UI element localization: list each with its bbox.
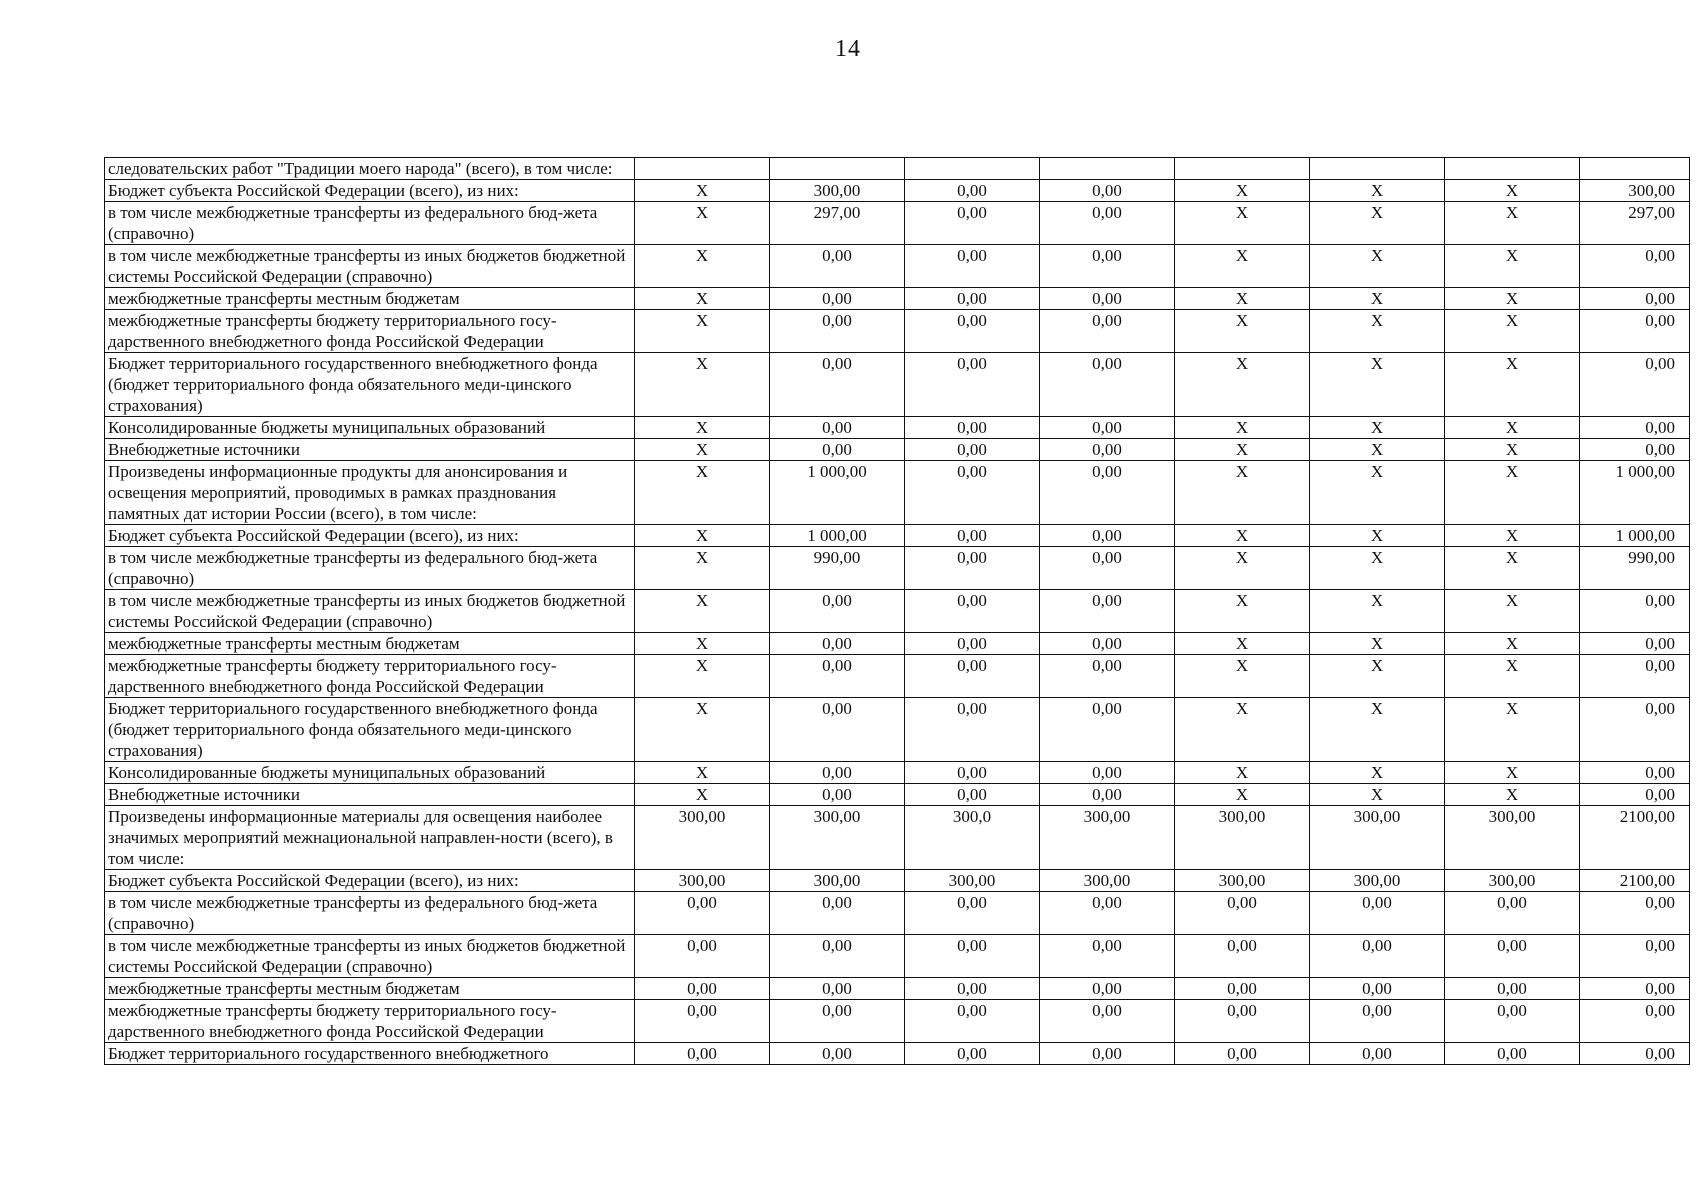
row-label: в том числе межбюджетные трансферты из иных бюджетов бюджетной системы Российской Федерации (справочно) xyxy=(105,935,635,978)
table-cell: X xyxy=(1310,202,1445,245)
table-cell: 300,00 xyxy=(905,870,1040,892)
table-cell: X xyxy=(635,288,770,310)
table-cell: 0,00 xyxy=(1040,310,1175,353)
table-cell: X xyxy=(1310,547,1445,590)
row-label: Бюджет субъекта Российской Федерации (всего), из них: xyxy=(105,525,635,547)
table-cell: 1 000,00 xyxy=(1580,461,1690,525)
table-row xyxy=(105,978,1690,1000)
row-label: межбюджетные трансферты местным бюджетам xyxy=(105,288,635,310)
table-cell: X xyxy=(635,655,770,698)
table-row xyxy=(105,784,1690,806)
row-label: Произведены информационные продукты для анонсирования и освещения мероприятий, проводимых в рамках празднования памятных дат истории России (всего), в том числе: xyxy=(105,461,635,525)
table-cell: 0,00 xyxy=(1310,1043,1445,1065)
table-cell: 0,00 xyxy=(1040,633,1175,655)
table-cell: 0,00 xyxy=(1175,892,1310,935)
table-cell: 300,00 xyxy=(1175,806,1310,870)
table-cell: X xyxy=(1175,633,1310,655)
table-cell: 0,00 xyxy=(905,978,1040,1000)
table-cell: 0,00 xyxy=(1040,547,1175,590)
table-cell: X xyxy=(1310,353,1445,417)
table-cell: 300,00 xyxy=(1310,870,1445,892)
table-cell: 0,00 xyxy=(905,762,1040,784)
table-cell: 1 000,00 xyxy=(770,461,905,525)
table-cell: 0,00 xyxy=(1040,1043,1175,1065)
row-label: межбюджетные трансферты местным бюджетам xyxy=(105,978,635,1000)
table-cell: 300,00 xyxy=(770,806,905,870)
table-cell: 0,00 xyxy=(905,892,1040,935)
table-row xyxy=(105,806,1690,870)
table-cell: 0,00 xyxy=(770,1043,905,1065)
table-cell: 1 000,00 xyxy=(1580,525,1690,547)
table-cell: 0,00 xyxy=(635,1043,770,1065)
table-row xyxy=(105,439,1690,461)
row-label: Внебюджетные источники xyxy=(105,439,635,461)
table-row xyxy=(105,310,1690,353)
table-cell: 300,00 xyxy=(1310,806,1445,870)
table-row xyxy=(105,633,1690,655)
table-cell: 0,00 xyxy=(1175,935,1310,978)
table-cell: 0,00 xyxy=(905,180,1040,202)
table-cell: X xyxy=(1445,547,1580,590)
table-cell: 0,00 xyxy=(1310,1000,1445,1043)
table-cell: 0,00 xyxy=(1040,935,1175,978)
table-cell: 0,00 xyxy=(1580,1000,1690,1043)
table-cell: 0,00 xyxy=(635,1000,770,1043)
table-cell: 0,00 xyxy=(1445,892,1580,935)
table-cell: 0,00 xyxy=(1040,978,1175,1000)
table-cell: 300,00 xyxy=(1040,870,1175,892)
table-row xyxy=(105,288,1690,310)
table-cell: X xyxy=(1175,655,1310,698)
table-cell: X xyxy=(1175,417,1310,439)
table-cell: X xyxy=(1310,245,1445,288)
table-cell: X xyxy=(1445,288,1580,310)
row-label: Бюджет территориального государственного внебюджетного фонда (бюджет территориального фонда обязательного меди-цинского страхования) xyxy=(105,353,635,417)
row-label: в том числе межбюджетные трансферты из федерального бюд-жета (справочно) xyxy=(105,892,635,935)
table-cell: 0,00 xyxy=(1580,698,1690,762)
table-cell: X xyxy=(1310,784,1445,806)
table-cell: 0,00 xyxy=(905,417,1040,439)
row-label: Бюджет субъекта Российской Федерации (всего), из них: xyxy=(105,180,635,202)
table-cell: 0,00 xyxy=(905,461,1040,525)
table-cell: 0,00 xyxy=(770,935,905,978)
table-cell: X xyxy=(1310,525,1445,547)
table-cell: 0,00 xyxy=(770,439,905,461)
table-cell: 0,00 xyxy=(770,245,905,288)
table-cell: 0,00 xyxy=(1580,935,1690,978)
table-cell: 0,00 xyxy=(770,655,905,698)
table-cell: X xyxy=(635,762,770,784)
table-cell: X xyxy=(1445,784,1580,806)
table-cell: 0,00 xyxy=(1040,698,1175,762)
table-row xyxy=(105,180,1690,202)
table-cell: 990,00 xyxy=(770,547,905,590)
table-cell: X xyxy=(635,525,770,547)
table-cell: 0,00 xyxy=(905,310,1040,353)
table-cell: 300,00 xyxy=(770,180,905,202)
table-cell xyxy=(1040,158,1175,180)
table-cell: 0,00 xyxy=(1580,784,1690,806)
table-cell: 0,00 xyxy=(1040,245,1175,288)
table-cell: X xyxy=(635,245,770,288)
table-cell: 0,00 xyxy=(1040,1000,1175,1043)
table-cell: 0,00 xyxy=(770,590,905,633)
table-cell: X xyxy=(1175,461,1310,525)
table-cell: 300,00 xyxy=(1445,870,1580,892)
table-cell: 0,00 xyxy=(1040,353,1175,417)
table-cell: 0,00 xyxy=(770,698,905,762)
table-cell: 0,00 xyxy=(905,784,1040,806)
table-cell: 0,00 xyxy=(770,1000,905,1043)
table-cell: X xyxy=(1175,762,1310,784)
table-cell xyxy=(1310,158,1445,180)
row-label: Внебюджетные источники xyxy=(105,784,635,806)
table-row xyxy=(105,245,1690,288)
table-cell: X xyxy=(1445,461,1580,525)
table-cell: X xyxy=(1445,655,1580,698)
table-row xyxy=(105,870,1690,892)
table-cell: 0,00 xyxy=(905,439,1040,461)
row-label: Консолидированные бюджеты муниципальных образований xyxy=(105,417,635,439)
table-cell: X xyxy=(635,417,770,439)
table-cell: 2100,00 xyxy=(1580,806,1690,870)
table-cell: X xyxy=(635,461,770,525)
table-row xyxy=(105,892,1690,935)
table-cell: 0,00 xyxy=(1310,935,1445,978)
table-cell xyxy=(1445,158,1580,180)
table-cell: 0,00 xyxy=(1040,180,1175,202)
table-cell: X xyxy=(635,180,770,202)
table-cell: X xyxy=(635,547,770,590)
table-cell: 0,00 xyxy=(1580,439,1690,461)
table-cell: X xyxy=(1445,590,1580,633)
table-cell: 300,00 xyxy=(635,806,770,870)
table-cell: X xyxy=(1175,547,1310,590)
row-label: Бюджет территориального государственного внебюджетного фонда (бюджет территориального фонда обязательного меди-цинского страхования) xyxy=(105,698,635,762)
table-cell: 0,00 xyxy=(1445,1000,1580,1043)
table-cell: 297,00 xyxy=(770,202,905,245)
table-cell: 0,00 xyxy=(635,935,770,978)
row-label: межбюджетные трансферты бюджету территориального госу-дарственного внебюджетного фонда Российской Федерации xyxy=(105,655,635,698)
table-cell: 300,00 xyxy=(1175,870,1310,892)
table-cell: 0,00 xyxy=(1580,762,1690,784)
table-cell: X xyxy=(1310,655,1445,698)
table-cell: X xyxy=(1310,762,1445,784)
table-cell: 0,00 xyxy=(1580,590,1690,633)
table-row xyxy=(105,158,1690,180)
table-cell: 0,00 xyxy=(770,417,905,439)
table-cell: 0,00 xyxy=(1175,1043,1310,1065)
row-label: следовательских работ "Традиции моего народа" (всего), в том числе: xyxy=(105,158,635,180)
row-label: в том числе межбюджетные трансферты из иных бюджетов бюджетной системы Российской Федерации (справочно) xyxy=(105,245,635,288)
table-cell: X xyxy=(1310,288,1445,310)
table-cell: 0,00 xyxy=(635,892,770,935)
table-cell: 0,00 xyxy=(770,288,905,310)
table-cell: X xyxy=(1445,762,1580,784)
table-cell: 0,00 xyxy=(905,1043,1040,1065)
table-cell: X xyxy=(1175,202,1310,245)
table-row xyxy=(105,417,1690,439)
table-cell: 0,00 xyxy=(1580,245,1690,288)
table-cell: X xyxy=(1175,310,1310,353)
table-cell: X xyxy=(1175,245,1310,288)
table-cell xyxy=(1175,158,1310,180)
table-cell: 0,00 xyxy=(1445,935,1580,978)
table-cell: X xyxy=(1445,439,1580,461)
table-cell: X xyxy=(635,784,770,806)
table-cell: 0,00 xyxy=(1580,353,1690,417)
table-cell: 0,00 xyxy=(905,245,1040,288)
table-cell: 0,00 xyxy=(905,547,1040,590)
table-cell: 0,00 xyxy=(1040,590,1175,633)
table-cell: 0,00 xyxy=(905,655,1040,698)
table-body xyxy=(105,158,1690,1065)
table-cell: 0,00 xyxy=(905,590,1040,633)
table-cell xyxy=(770,158,905,180)
table-row xyxy=(105,655,1690,698)
table-cell: X xyxy=(1310,461,1445,525)
table-cell: X xyxy=(1175,180,1310,202)
table-cell: 0,00 xyxy=(905,202,1040,245)
table-cell: 0,00 xyxy=(905,353,1040,417)
row-label: межбюджетные трансферты бюджету территориального госу-дарственного внебюджетного фонда Российской Федерации xyxy=(105,310,635,353)
table-row xyxy=(105,461,1690,525)
table-cell: X xyxy=(635,202,770,245)
page-number: 14 xyxy=(835,36,861,62)
table-row xyxy=(105,698,1690,762)
table-cell: 300,00 xyxy=(635,870,770,892)
table-cell: X xyxy=(1445,310,1580,353)
table-cell: X xyxy=(1175,525,1310,547)
table-cell: X xyxy=(1445,633,1580,655)
table-cell: 0,00 xyxy=(1580,633,1690,655)
table-cell: 0,00 xyxy=(905,698,1040,762)
row-label: Консолидированные бюджеты муниципальных образований xyxy=(105,762,635,784)
table-cell xyxy=(1580,158,1690,180)
row-label: в том числе межбюджетные трансферты из федерального бюд-жета (справочно) xyxy=(105,547,635,590)
table-cell: X xyxy=(1445,245,1580,288)
table-cell: X xyxy=(1445,525,1580,547)
table-cell: 0,00 xyxy=(1040,461,1175,525)
table-cell: X xyxy=(1310,180,1445,202)
table-cell: X xyxy=(1310,633,1445,655)
table-cell: 0,00 xyxy=(770,784,905,806)
table-cell: 0,00 xyxy=(1175,1000,1310,1043)
budget-table xyxy=(104,157,1690,1065)
table-cell: 0,00 xyxy=(770,310,905,353)
table-cell: 300,00 xyxy=(770,870,905,892)
table-cell: 0,00 xyxy=(905,525,1040,547)
table-cell: 0,00 xyxy=(1040,762,1175,784)
table-cell: 1 000,00 xyxy=(770,525,905,547)
table-cell: X xyxy=(1310,439,1445,461)
table-cell: 0,00 xyxy=(770,892,905,935)
table-cell: 0,00 xyxy=(770,762,905,784)
table-cell: 0,00 xyxy=(635,978,770,1000)
table-cell: 0,00 xyxy=(1040,784,1175,806)
table-row xyxy=(105,590,1690,633)
table-cell: 297,00 xyxy=(1580,202,1690,245)
table-row xyxy=(105,1043,1690,1065)
table-cell: 0,00 xyxy=(905,288,1040,310)
table-cell: 0,00 xyxy=(1310,978,1445,1000)
row-label: Произведены информационные материалы для освещения наиболее значимых мероприятий межнациональной направлен-ности (всего), в том числе: xyxy=(105,806,635,870)
table-cell: 0,00 xyxy=(905,1000,1040,1043)
row-label: межбюджетные трансферты местным бюджетам xyxy=(105,633,635,655)
table-cell: 0,00 xyxy=(1040,525,1175,547)
table-cell: 0,00 xyxy=(1580,978,1690,1000)
table-cell: 300,00 xyxy=(1580,180,1690,202)
table-cell: X xyxy=(1175,288,1310,310)
table-cell: 0,00 xyxy=(1310,892,1445,935)
table-row xyxy=(105,202,1690,245)
table-cell: X xyxy=(635,353,770,417)
table-cell: 0,00 xyxy=(1040,655,1175,698)
table-cell: X xyxy=(1445,202,1580,245)
table-cell: 0,00 xyxy=(1580,892,1690,935)
table-row xyxy=(105,547,1690,590)
table-cell: X xyxy=(1175,590,1310,633)
table-cell: X xyxy=(1310,590,1445,633)
table-cell: 0,00 xyxy=(1580,655,1690,698)
table-cell: 300,00 xyxy=(1445,806,1580,870)
table-cell: X xyxy=(1310,310,1445,353)
table-row xyxy=(105,525,1690,547)
table-cell: X xyxy=(1445,698,1580,762)
table-cell: 2100,00 xyxy=(1580,870,1690,892)
table-cell xyxy=(635,158,770,180)
table-cell: 300,00 xyxy=(1040,806,1175,870)
table-cell: 0,00 xyxy=(770,978,905,1000)
table-cell: X xyxy=(1175,353,1310,417)
table-cell: X xyxy=(635,590,770,633)
table-row xyxy=(105,762,1690,784)
table-cell: 0,00 xyxy=(1445,1043,1580,1065)
table-cell: 0,00 xyxy=(905,935,1040,978)
row-label: в том числе межбюджетные трансферты из иных бюджетов бюджетной системы Российской Федерации (справочно) xyxy=(105,590,635,633)
table-cell: X xyxy=(635,633,770,655)
table-cell: 0,00 xyxy=(1040,439,1175,461)
table-row xyxy=(105,935,1690,978)
table-row xyxy=(105,353,1690,417)
table-cell: X xyxy=(1310,417,1445,439)
table-cell: X xyxy=(1445,180,1580,202)
table-cell: X xyxy=(635,439,770,461)
row-label: межбюджетные трансферты бюджету территориального госу-дарственного внебюджетного фонда Российской Федерации xyxy=(105,1000,635,1043)
table-cell: X xyxy=(1310,698,1445,762)
table-cell: 0,00 xyxy=(1040,288,1175,310)
table-row xyxy=(105,1000,1690,1043)
table-cell: 300,0 xyxy=(905,806,1040,870)
table-cell: X xyxy=(1175,439,1310,461)
table-cell: 0,00 xyxy=(770,353,905,417)
table-cell: X xyxy=(1175,698,1310,762)
table-cell: 0,00 xyxy=(1040,202,1175,245)
row-label: Бюджет территориального государственного внебюджетного xyxy=(105,1043,635,1065)
row-label: Бюджет субъекта Российской Федерации (всего), из них: xyxy=(105,870,635,892)
table-cell: 0,00 xyxy=(1040,417,1175,439)
table-cell: X xyxy=(1175,784,1310,806)
table-cell: 0,00 xyxy=(1445,978,1580,1000)
table-cell: X xyxy=(1445,417,1580,439)
table-cell: 0,00 xyxy=(770,633,905,655)
table-cell: 0,00 xyxy=(1580,1043,1690,1065)
table-cell: 990,00 xyxy=(1580,547,1690,590)
table-cell: X xyxy=(1445,353,1580,417)
table-cell: 0,00 xyxy=(1580,288,1690,310)
table-cell xyxy=(905,158,1040,180)
table-cell: 0,00 xyxy=(1175,978,1310,1000)
table-cell: X xyxy=(635,310,770,353)
table-cell: X xyxy=(635,698,770,762)
row-label: в том числе межбюджетные трансферты из федерального бюд-жета (справочно) xyxy=(105,202,635,245)
table-cell: 0,00 xyxy=(1040,892,1175,935)
table-cell: 0,00 xyxy=(1580,417,1690,439)
table-cell: 0,00 xyxy=(1580,310,1690,353)
table-cell: 0,00 xyxy=(905,633,1040,655)
